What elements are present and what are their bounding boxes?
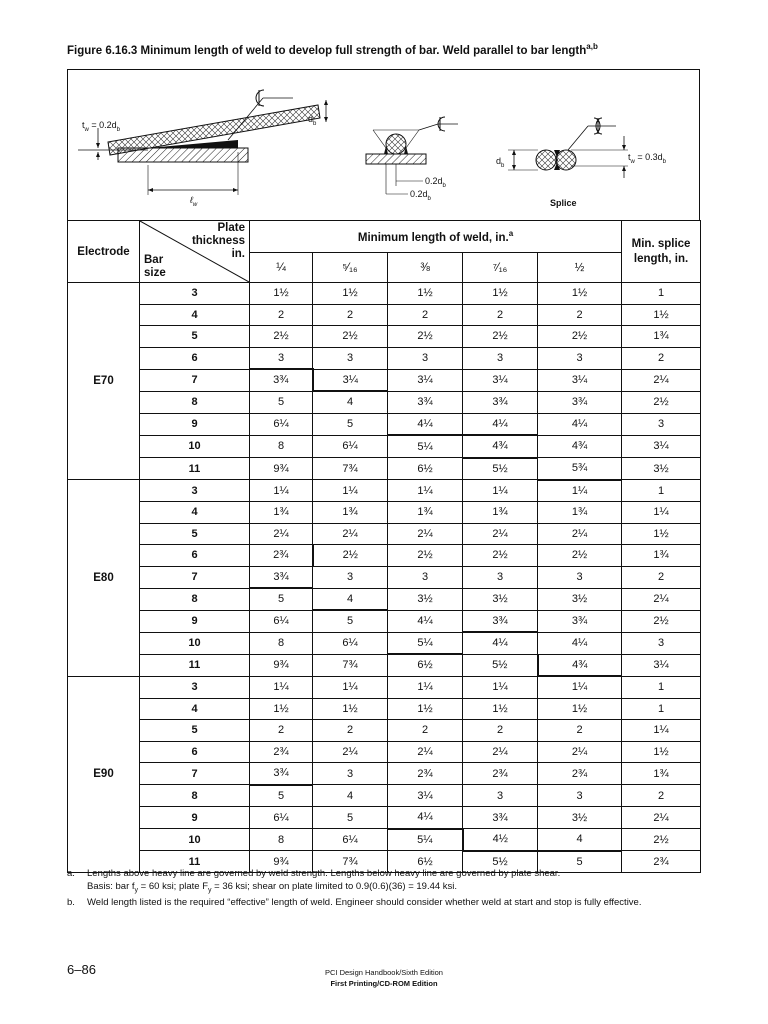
weld-length-cell: 3½ xyxy=(538,588,622,610)
splice-length-cell: 3¼ xyxy=(622,654,701,676)
weld-length-cell: 8 xyxy=(250,435,313,458)
weld-length-cell: 1½ xyxy=(313,698,388,720)
thickness-header-1: ¼ xyxy=(250,253,313,283)
weld-length-cell: 5¼ xyxy=(388,829,463,851)
weld-length-cell: 6½ xyxy=(388,851,463,873)
splice-length-cell: 1 xyxy=(622,698,701,720)
splice-length-cell: 2½ xyxy=(622,391,701,413)
splice-length-cell: 2½ xyxy=(622,829,701,851)
bar-size-cell: 7 xyxy=(140,763,250,785)
weld-length-cell: 1½ xyxy=(463,283,538,305)
weld-length-cell: 1¾ xyxy=(463,502,538,524)
thickness-header-4: ⁷⁄₁₆ xyxy=(463,253,538,283)
weld-length-cell: 3½ xyxy=(388,588,463,610)
weld-length-cell: 1¼ xyxy=(313,676,388,698)
bar-size-cell: 3 xyxy=(140,480,250,502)
weld-length-cell: 1¼ xyxy=(388,676,463,698)
weld-length-cell: 6¼ xyxy=(313,632,388,654)
table-row xyxy=(68,347,701,369)
weld-length-cell: 3 xyxy=(388,566,463,588)
weld-length-cell: 2½ xyxy=(538,545,622,567)
splice-length-cell: 1¾ xyxy=(622,326,701,348)
bar-size-cell: 3 xyxy=(140,676,250,698)
weld-length-cell: 2¼ xyxy=(250,523,313,545)
splice-length-cell: 2¼ xyxy=(622,588,701,610)
weld-length-cell: 2½ xyxy=(313,326,388,348)
bar-size-cell: 6 xyxy=(140,347,250,369)
bar-size-cell: 4 xyxy=(140,502,250,524)
table-row xyxy=(68,632,701,654)
table-row xyxy=(68,545,701,567)
table-row xyxy=(68,369,701,391)
weld-length-cell: 1¾ xyxy=(313,502,388,524)
weld-length-cell: 2½ xyxy=(388,545,463,567)
electrode-cell: E80 xyxy=(68,480,140,677)
note-b: b. Weld length listed is the required “effective” length of weld. Engineer should consider whether weld at start and stop is fully effective. xyxy=(67,896,642,908)
weld-length-cell: 3 xyxy=(313,763,388,785)
weld-length-cell: 2 xyxy=(313,304,388,326)
weld-length-cell: 1¼ xyxy=(463,480,538,502)
weld-length-cell: 1¼ xyxy=(388,480,463,502)
weld-length-cell: 5½ xyxy=(463,654,538,676)
weld-length-cell: 3¾ xyxy=(388,391,463,413)
weld-length-cell: 2¼ xyxy=(388,523,463,545)
note-a: a. Lengths above heavy line are governed by weld strength. Lengths below heavy line are governed by plate shear. xyxy=(67,868,561,879)
weld-length-cell: 2 xyxy=(313,720,388,742)
weld-length-cell: 1½ xyxy=(463,698,538,720)
weld-length-cell: 3¼ xyxy=(388,785,463,807)
lw-label: ℓ$_w$ xyxy=(190,195,198,208)
weld-length-cell: 7¾ xyxy=(313,851,388,873)
weld-length-cell: 2 xyxy=(538,304,622,326)
plate-thickness-label: Plate thickness in. xyxy=(191,222,245,260)
bar-size-cell: 8 xyxy=(140,588,250,610)
weld-length-cell: 4 xyxy=(313,588,388,610)
bar-size-cell: 7 xyxy=(140,566,250,588)
weld-length-cell: 5 xyxy=(313,807,388,829)
weld-length-cell: 4 xyxy=(313,785,388,807)
weld-length-cell: 3¾ xyxy=(250,369,313,391)
weld-length-cell: 2¾ xyxy=(538,763,622,785)
weld-length-cell: 5 xyxy=(313,610,388,632)
weld-length-cell: 9¾ xyxy=(250,458,313,480)
weld-length-cell: 1½ xyxy=(250,283,313,305)
weld-length-cell: 2½ xyxy=(463,326,538,348)
weld-length-cell: 3¾ xyxy=(250,566,313,588)
weld-length-cell: 5½ xyxy=(463,458,538,480)
splice-length-cell: 1½ xyxy=(622,304,701,326)
weld-length-cell: 2¼ xyxy=(463,741,538,763)
weld-length-cell: 4¼ xyxy=(463,413,538,435)
weld-length-cell: 2½ xyxy=(313,545,388,567)
bar-size-cell: 5 xyxy=(140,523,250,545)
weld-length-cell: 3 xyxy=(538,566,622,588)
table-row xyxy=(68,698,701,720)
weld-length-cell: 5 xyxy=(313,413,388,435)
weld-length-cell: 4¼ xyxy=(388,610,463,632)
weld-length-cell: 2¼ xyxy=(313,741,388,763)
weld-length-cell: 4¼ xyxy=(538,632,622,654)
weld-length-cell: 2¼ xyxy=(313,523,388,545)
weld-length-cell: 2½ xyxy=(250,326,313,348)
splice-length-cell: 3 xyxy=(622,413,701,435)
splice-length-cell: 1½ xyxy=(622,741,701,763)
splice-length-cell: 1¾ xyxy=(622,545,701,567)
footnotes xyxy=(67,868,727,909)
weld-length-cell: 4¾ xyxy=(538,654,622,676)
weld-length-cell: 2 xyxy=(538,720,622,742)
weld-length-cell: 1½ xyxy=(388,698,463,720)
weld-length-cell: 3½ xyxy=(538,807,622,829)
splice-length-cell: 3¼ xyxy=(622,435,701,458)
weld-length-cell: 3 xyxy=(463,566,538,588)
figure-title-sup: a,b xyxy=(586,42,598,51)
table-row xyxy=(68,654,701,676)
db-label-left: $d_b$ xyxy=(308,114,317,127)
db-label-right: $d_b$ xyxy=(496,156,505,169)
note-a-basis: Basis: bar $f_y = 60$ ksi; plate $F_y = 36$ ksi; shear on plate limited to 0.9(0.6)(36) = 19.44 ksi. xyxy=(87,880,458,894)
weld-length-cell: 2 xyxy=(388,304,463,326)
weld-length-cell: 2½ xyxy=(463,545,538,567)
thickness-header-5: ½ xyxy=(538,253,622,283)
electrode-cell: E70 xyxy=(68,283,140,480)
weld-length-cell: 1½ xyxy=(538,283,622,305)
weld-length-cell: 3 xyxy=(388,347,463,369)
weld-length-cell: 1½ xyxy=(538,698,622,720)
weld-length-cell: 5¼ xyxy=(388,632,463,654)
weld-length-cell: 2½ xyxy=(538,326,622,348)
bar-size-cell: 5 xyxy=(140,326,250,348)
table-row xyxy=(68,413,701,435)
weld-length-cell: 3¼ xyxy=(313,369,388,391)
table-row xyxy=(68,676,701,698)
weld-length-cell: 6¼ xyxy=(250,610,313,632)
weld-length-cell: 9¾ xyxy=(250,851,313,873)
table-row xyxy=(68,502,701,524)
weld-length-cell: 1½ xyxy=(388,283,463,305)
table-row xyxy=(68,720,701,742)
table-row xyxy=(68,829,701,851)
weld-length-cell: 1½ xyxy=(250,698,313,720)
weld-length-cell: 9¾ xyxy=(250,654,313,676)
weld-length-cell: 3¾ xyxy=(538,610,622,632)
splice-length-cell: 1 xyxy=(622,480,701,502)
splice-label: Splice xyxy=(550,198,577,208)
weld-length-cell: 4¾ xyxy=(538,435,622,458)
table-body xyxy=(68,283,701,873)
weld-length-cell: 3¼ xyxy=(538,369,622,391)
figure-title xyxy=(67,42,598,57)
weld-length-cell: 3¾ xyxy=(463,391,538,413)
tw-label-left: $t_w = 0.2d_b$ xyxy=(82,120,120,133)
splice-length-cell: 2¼ xyxy=(622,807,701,829)
page-number: 6–86 xyxy=(67,962,96,977)
splice-length-cell: 1¾ xyxy=(622,763,701,785)
bar-size-cell: 9 xyxy=(140,610,250,632)
table-row xyxy=(68,763,701,785)
weld-length-cell: 2¼ xyxy=(538,523,622,545)
weld-length-cell: 3¾ xyxy=(250,763,313,785)
splice-length-cell: 2 xyxy=(622,566,701,588)
thickness-header-3: ⅜ xyxy=(388,253,463,283)
weld-length-cell: 7¾ xyxy=(313,458,388,480)
table-row xyxy=(68,304,701,326)
tw-label-right: $t_w = 0.3d_b$ xyxy=(628,152,666,165)
weld-length-cell: 8 xyxy=(250,829,313,851)
weld-length-cell: 6¼ xyxy=(250,413,313,435)
footer-edition: PCI Design Handbook/Sixth Edition xyxy=(325,968,443,977)
bar-size-cell: 11 xyxy=(140,458,250,480)
weld-length-cell: 3¾ xyxy=(538,391,622,413)
d02-label-a: $0.2d_b$ xyxy=(425,176,446,189)
weld-length-cell: 4 xyxy=(538,829,622,851)
weld-length-cell: 4¾ xyxy=(463,435,538,458)
weld-length-cell: 3¾ xyxy=(463,610,538,632)
weld-length-cell: 3 xyxy=(313,347,388,369)
bar-size-cell: 9 xyxy=(140,413,250,435)
weld-length-cell: 2 xyxy=(250,720,313,742)
table-row xyxy=(68,610,701,632)
weld-length-cell: 4¼ xyxy=(538,413,622,435)
bar-size-cell: 9 xyxy=(140,807,250,829)
splice-length-cell: 2 xyxy=(622,347,701,369)
bar-size-cell: 10 xyxy=(140,632,250,654)
weld-length-cell: 1¼ xyxy=(250,480,313,502)
weld-diagram xyxy=(67,69,700,221)
weld-length-cell: 3 xyxy=(250,347,313,369)
table-row xyxy=(68,458,701,480)
bar-size-cell: 11 xyxy=(140,851,250,873)
weld-length-cell: 4½ xyxy=(463,829,538,851)
weld-length-cell: 1¼ xyxy=(538,676,622,698)
weld-length-cell: 2 xyxy=(388,720,463,742)
splice-length-cell: 2 xyxy=(622,785,701,807)
weld-length-cell: 4 xyxy=(313,391,388,413)
weld-length-cell: 1¼ xyxy=(463,676,538,698)
bar-size-cell: 6 xyxy=(140,545,250,567)
d02-label-b: $0.2d_b$ xyxy=(410,189,431,202)
bar-size-cell: 7 xyxy=(140,369,250,391)
weld-length-cell: 8 xyxy=(250,632,313,654)
footer-printing: First Printing/CD-ROM Edition xyxy=(330,979,438,988)
bar-size-cell: 4 xyxy=(140,698,250,720)
table-row xyxy=(68,326,701,348)
splice-length-cell: 1¼ xyxy=(622,502,701,524)
bar-size-cell: 5 xyxy=(140,720,250,742)
table-row xyxy=(68,435,701,458)
weld-length-cell: 6¼ xyxy=(313,435,388,458)
weld-length-cell: 5½ xyxy=(463,851,538,873)
bar-size-cell: 6 xyxy=(140,741,250,763)
bar-size-cell: 3 xyxy=(140,283,250,305)
table-row xyxy=(68,391,701,413)
splice-length-cell: 1 xyxy=(622,283,701,305)
weld-length-cell: 6¼ xyxy=(313,829,388,851)
weld-length-header: Minimum length of weld, in.$^a$ xyxy=(250,221,622,253)
weld-length-cell: 2 xyxy=(250,304,313,326)
bar-size-cell: 11 xyxy=(140,654,250,676)
weld-length-cell: 7¾ xyxy=(313,654,388,676)
weld-length-cell: 3 xyxy=(463,347,538,369)
weld-length-cell: 5 xyxy=(250,785,313,807)
electrode-cell: E90 xyxy=(68,676,140,873)
weld-length-cell: 4¼ xyxy=(388,413,463,435)
weld-length-cell: 1½ xyxy=(313,283,388,305)
splice-length-cell: 2½ xyxy=(622,610,701,632)
weld-length-cell: 5 xyxy=(250,391,313,413)
weld-length-cell: 2¼ xyxy=(388,741,463,763)
table-row xyxy=(68,588,701,610)
weld-length-cell: 1¾ xyxy=(538,502,622,524)
table-row xyxy=(68,807,701,829)
weld-length-cell: 6½ xyxy=(388,654,463,676)
table-row xyxy=(68,741,701,763)
weld-length-cell: 3¼ xyxy=(388,369,463,391)
table-row xyxy=(68,566,701,588)
weld-length-cell: 5¼ xyxy=(388,435,463,458)
plate-bar-header xyxy=(140,221,250,283)
weld-length-cell: 3 xyxy=(313,566,388,588)
weld-length-cell: 2¼ xyxy=(463,523,538,545)
table-row xyxy=(68,523,701,545)
table-row xyxy=(68,785,701,807)
weld-length-cell: 2 xyxy=(463,720,538,742)
bar-size-cell: 10 xyxy=(140,829,250,851)
weld-length-cell: 2 xyxy=(463,304,538,326)
bar-size-cell: 8 xyxy=(140,785,250,807)
weld-length-table xyxy=(67,220,701,873)
weld-length-cell: 3 xyxy=(538,347,622,369)
splice-length-cell: 3½ xyxy=(622,458,701,480)
splice-length-cell: 2¼ xyxy=(622,369,701,391)
bar-size-cell: 4 xyxy=(140,304,250,326)
weld-length-cell: 3½ xyxy=(463,588,538,610)
electrode-header: Electrode xyxy=(68,221,140,283)
weld-length-cell: 3¼ xyxy=(463,369,538,391)
weld-length-cell: 2¾ xyxy=(463,763,538,785)
weld-length-cell: 2¾ xyxy=(250,741,313,763)
weld-length-cell: 1¾ xyxy=(388,502,463,524)
weld-length-cell: 1¼ xyxy=(250,676,313,698)
weld-length-cell: 6¼ xyxy=(250,807,313,829)
weld-length-cell: 1¾ xyxy=(250,502,313,524)
weld-length-cell: 2¾ xyxy=(250,545,313,567)
splice-length-cell: 3 xyxy=(622,632,701,654)
weld-length-cell: 4¼ xyxy=(388,807,463,829)
thickness-header-2: ⁵⁄₁₆ xyxy=(313,253,388,283)
weld-length-cell: 5 xyxy=(538,851,622,873)
weld-length-cell: 5¾ xyxy=(538,458,622,480)
weld-length-cell: 3 xyxy=(538,785,622,807)
splice-length-cell: 2¾ xyxy=(622,851,701,873)
weld-length-cell: 4¼ xyxy=(463,632,538,654)
table-row xyxy=(68,480,701,502)
weld-length-cell: 3 xyxy=(463,785,538,807)
splice-length-header: Min. splice length, in. xyxy=(622,221,701,283)
weld-length-cell: 2½ xyxy=(388,326,463,348)
bar-size-cell: 8 xyxy=(140,391,250,413)
weld-length-cell: 2¾ xyxy=(388,763,463,785)
weld-length-cell: 2¼ xyxy=(538,741,622,763)
weld-length-cell: 5 xyxy=(250,588,313,610)
splice-length-cell: 1 xyxy=(622,676,701,698)
splice-length-cell: 1¼ xyxy=(622,720,701,742)
splice-length-cell: 1½ xyxy=(622,523,701,545)
weld-length-cell: 1¼ xyxy=(538,480,622,502)
bar-size-cell: 10 xyxy=(140,435,250,458)
weld-length-cell: 3¾ xyxy=(463,807,538,829)
weld-diagram-drawing xyxy=(68,70,701,222)
table-row xyxy=(68,283,701,305)
figure-title-text: Figure 6.16.3 Minimum length of weld to develop full strength of bar. Weld parallel to bar length xyxy=(67,44,587,57)
weld-length-cell: 6½ xyxy=(388,458,463,480)
bar-size-label: Bar size xyxy=(144,254,166,279)
weld-length-cell: 1¼ xyxy=(313,480,388,502)
